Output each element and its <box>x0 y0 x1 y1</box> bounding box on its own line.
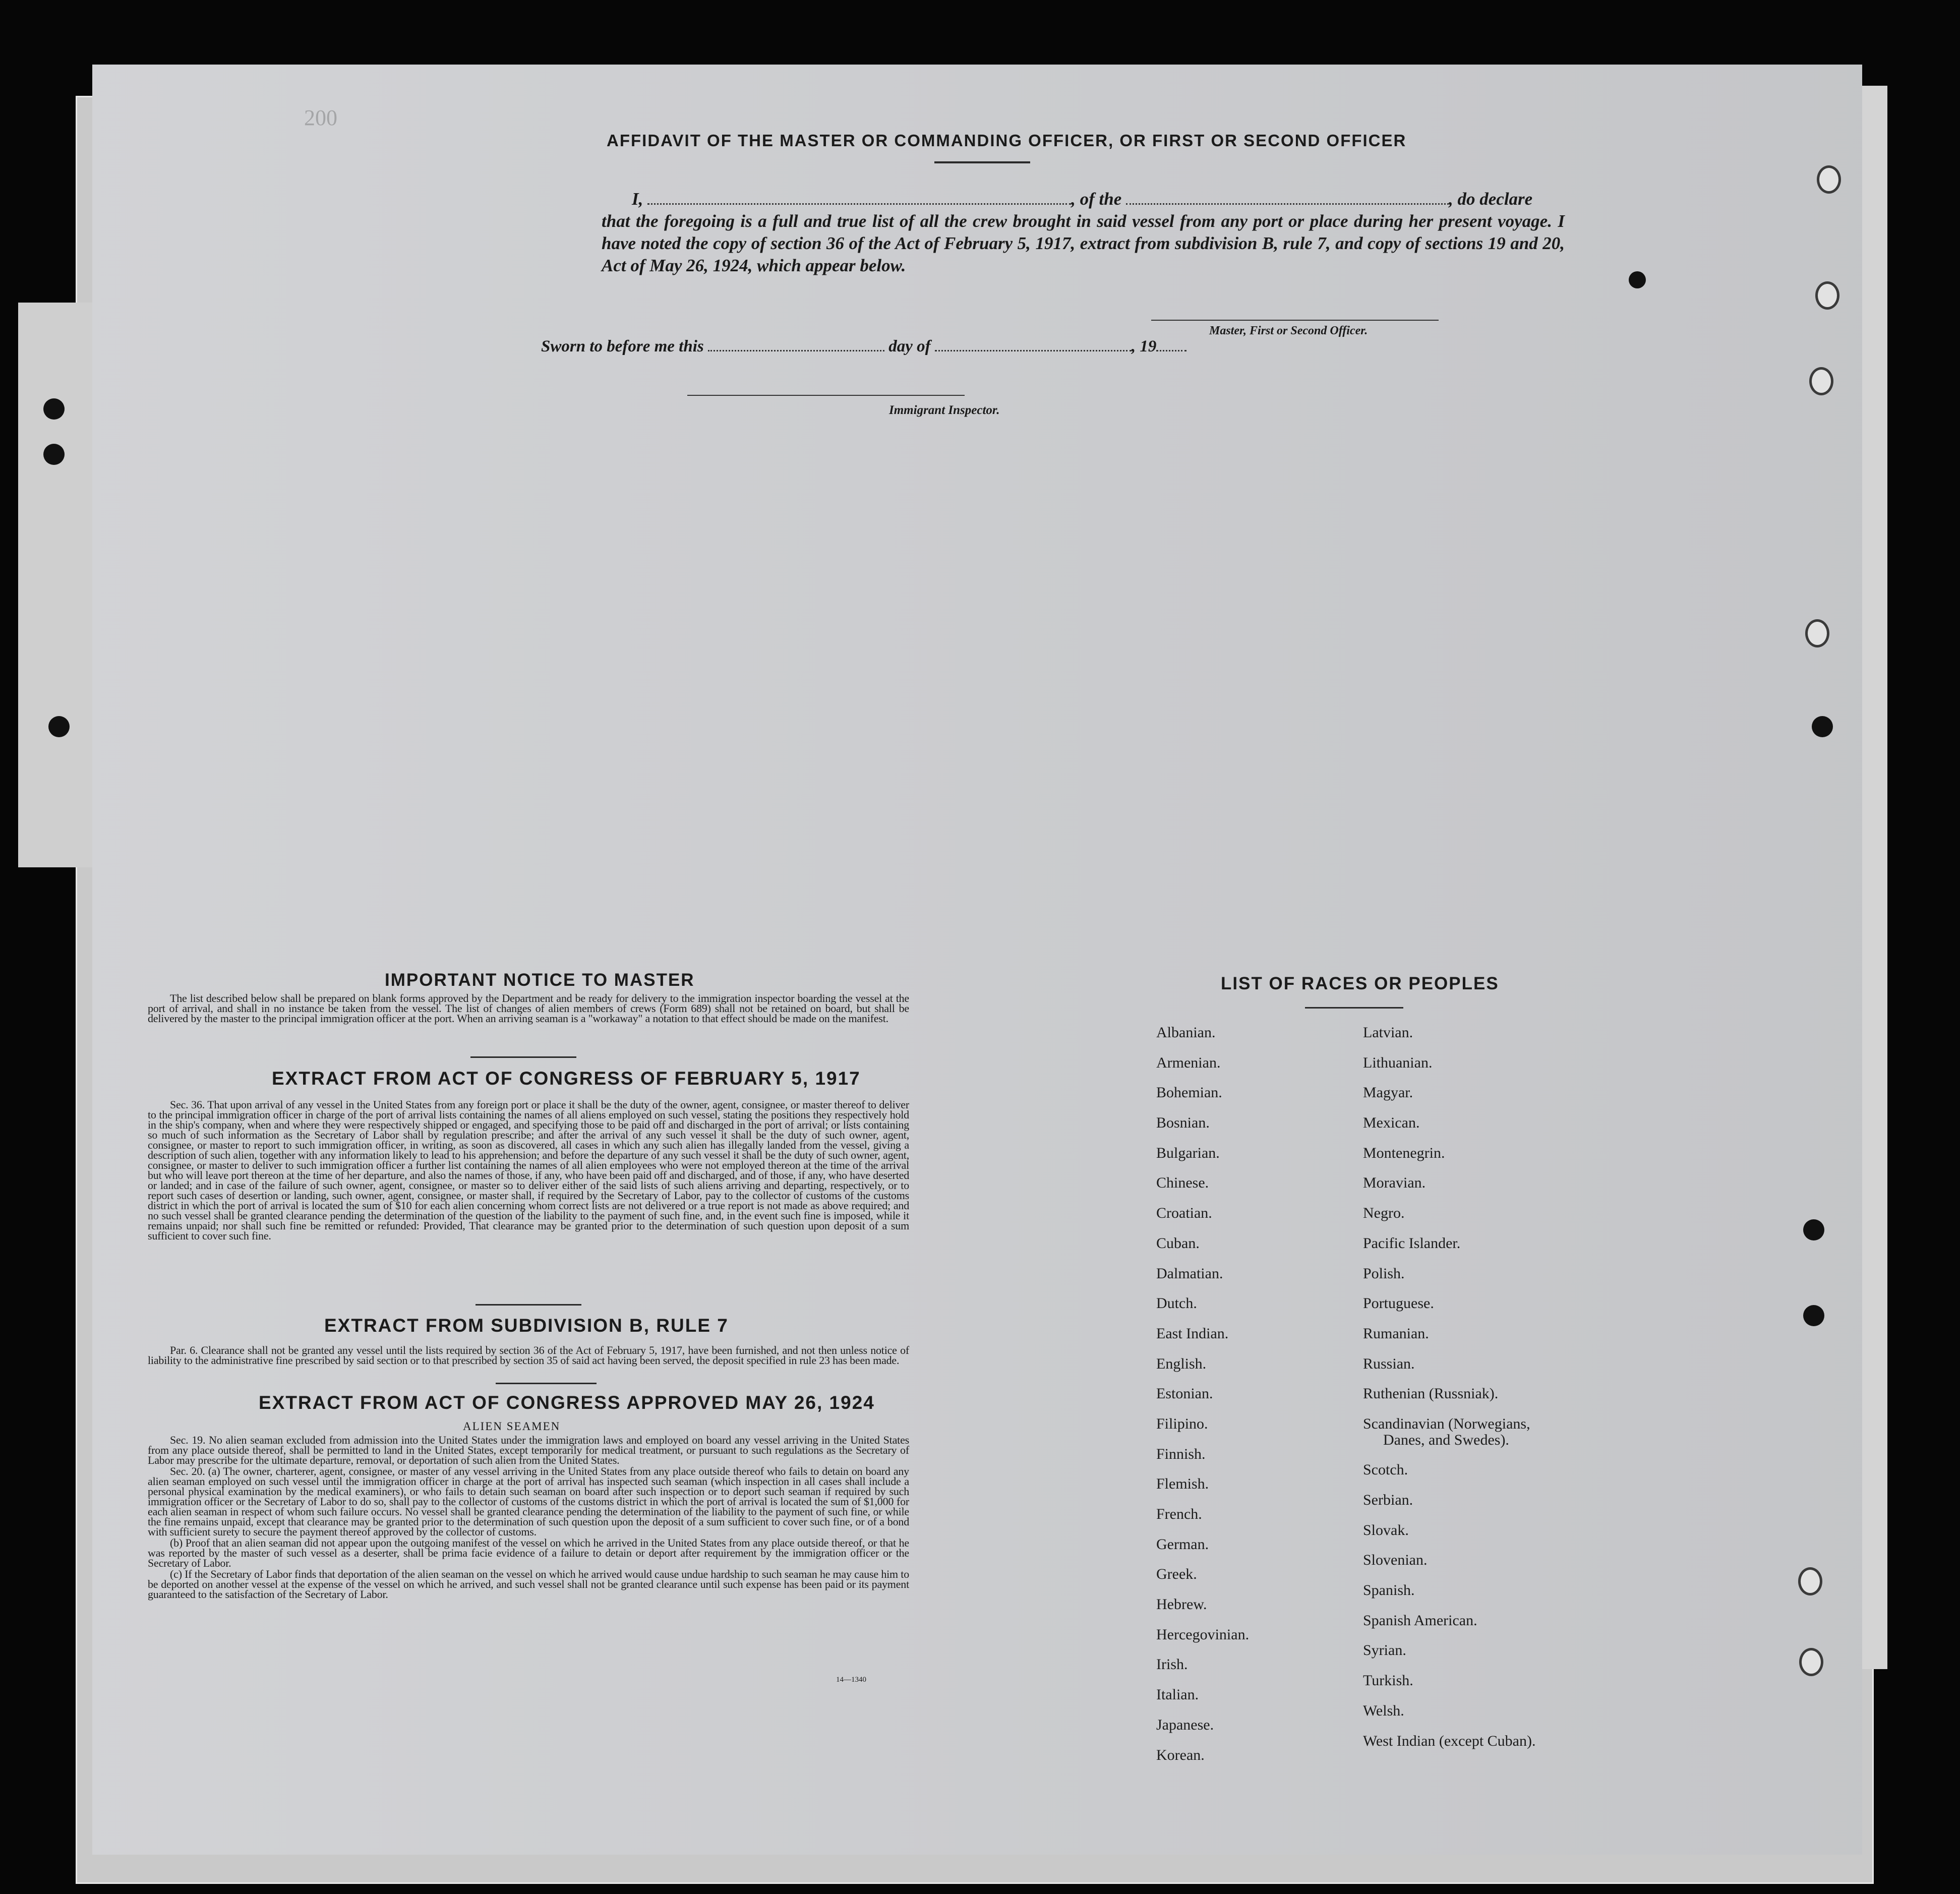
section-divider <box>476 1304 581 1306</box>
binding-hole-icon <box>48 716 70 737</box>
extract-1924-title: EXTRACT FROM ACT OF CONGRESS APPROVED MAY 26, 1924 <box>259 1392 875 1413</box>
race-item: Syrian. <box>1363 1642 1406 1659</box>
race-item: Russian. <box>1363 1355 1415 1372</box>
notice-text <box>148 993 909 1025</box>
extract-rule7-paragraph: Par. 6. Clearance shall not be granted any vessel until the lists required by section 36 of the Act of February 5, 1917, have been furnished, and not then unless notice of liability to the administrative fine prescribed by said section or to that prescribed by section 35 of said act having been served, the deposit specified in rule 23 has been made. <box>148 1344 909 1367</box>
sworn-year-blank[interactable] <box>1156 335 1186 351</box>
affidavit-of-label: , of the <box>1071 189 1122 209</box>
race-item: Croatian. <box>1156 1205 1212 1222</box>
extract-1917-text <box>148 1100 909 1242</box>
sworn-day-label: day of <box>888 337 931 356</box>
race-item: Negro. <box>1363 1205 1405 1222</box>
race-item: Bohemian. <box>1156 1084 1222 1101</box>
race-item: Dutch. <box>1156 1295 1197 1312</box>
race-item: Danes, and Swedes). <box>1383 1431 1509 1448</box>
extract-1917-title: EXTRACT FROM ACT OF CONGRESS OF FEBRUARY 5, 1917 <box>272 1068 861 1089</box>
race-item: Finnish. <box>1156 1445 1206 1462</box>
section-20b-paragraph: (b) Proof that an alien seaman did not appear upon the outgoing manifest of the vessel on which he arrived in the United States from any place outside thereof, or that he was reported by the master of such vessel as a deserter, shall be prima facie evidence of a failure to detain or deport after requirement by the immigration officer or the Secretary of Labor. <box>148 1536 909 1569</box>
race-item: Scandinavian (Norwegians, <box>1363 1415 1530 1432</box>
races-title: LIST OF RACES OR PEOPLES <box>1221 974 1499 993</box>
section-19-paragraph: Sec. 19. No alien seaman excluded from admission into the United States under the immigration laws and employed on board any vessel arriving in the United States from any place outside thereof, shall be permitted to land in the United States, except temporarily for medical treatment, or pursuant to such regulations as the Secretary of Labor may prescribe for the ultimate departure, removal, or deportation of such alien from the United States. <box>148 1434 909 1466</box>
races-left-column <box>1156 1018 1249 1770</box>
race-item: Chinese. <box>1156 1174 1209 1192</box>
signature-label: Master, First or Second Officer. <box>1209 324 1368 337</box>
race-item: Latvian. <box>1363 1024 1413 1041</box>
race-item: Spanish. <box>1363 1582 1415 1599</box>
sworn-statement <box>541 335 1186 356</box>
punch-hole-icon <box>1812 716 1833 737</box>
extract-1924-text <box>148 1435 909 1601</box>
notice-title: IMPORTANT NOTICE TO MASTER <box>385 970 695 990</box>
section-20a-paragraph: Sec. 20. (a) The owner, charterer, agent, consignee, or master of any vessel arriving in the United States from any place outside thereof who fails to detain on board any alien seaman employed on such vessel until the immigration officer in charge at the port of arrival has inspected such seaman (which inspection in all cases shall include a personal physical examination by the medical examiners), or who fails to detain such seaman on board after such inspection or to deport such seaman if required by such immigration officer or the Secretary of Labor to do so, shall pay to the collector of customs of the customs district in which the port of arrival is located the sum of $1,000 for each alien seaman in respect of whom such failure occurs. No vessel shall be granted clearance pending the determination of the liability to the payment of such fine, or while the fine remains unpaid, except that clearance may be granted prior to the determination of such question upon the deposit of a sum sufficient to cover such fine, or of a bond with sufficient surety to secure the payment thereof approved by the collector of customs. <box>148 1465 909 1538</box>
races-title-rule <box>1305 1007 1403 1009</box>
section-divider <box>470 1056 576 1058</box>
punch-hole-ring-icon <box>1805 619 1829 647</box>
race-item: Cuban. <box>1156 1234 1200 1252</box>
race-item: Korean. <box>1156 1746 1205 1763</box>
binding-hole-icon <box>43 398 65 420</box>
race-item: Japanese. <box>1156 1716 1214 1733</box>
form-number: 14—1340 <box>836 1676 866 1684</box>
race-item: Greek. <box>1156 1566 1197 1583</box>
punch-hole-ring-icon <box>1817 165 1841 194</box>
race-item: Serbian. <box>1363 1492 1413 1508</box>
race-item: Armenian. <box>1156 1054 1221 1071</box>
race-item: Hercegovinian. <box>1156 1626 1250 1643</box>
race-item: Welsh. <box>1363 1702 1404 1719</box>
race-item: Mexican. <box>1363 1114 1420 1132</box>
affidavit-statement <box>602 188 1565 277</box>
race-item: Montenegrin. <box>1363 1144 1445 1161</box>
sworn-date-blank[interactable] <box>708 335 884 351</box>
race-item: Rumanian. <box>1363 1325 1429 1342</box>
vessel-blank[interactable] <box>1126 188 1449 205</box>
race-item: Spanish American. <box>1363 1612 1477 1629</box>
punch-hole-ring-icon <box>1815 281 1839 310</box>
race-item: Moravian. <box>1363 1174 1426 1192</box>
punch-hole-ring-icon <box>1798 1567 1822 1595</box>
race-item: Filipino. <box>1156 1415 1208 1432</box>
sworn-year-label: , 19 <box>1131 337 1157 356</box>
sworn-prefix: Sworn to before me this <box>541 337 704 356</box>
extract-rule7-title: EXTRACT FROM SUBDIVISION B, RULE 7 <box>324 1315 729 1336</box>
binding-tab-strip <box>18 303 99 867</box>
name-blank[interactable] <box>647 188 1071 205</box>
race-item: West Indian (except Cuban). <box>1363 1732 1536 1749</box>
notice-paragraph: The list described below shall be prepared on blank forms approved by the Department and be ready for delivery to the immigration inspector boarding the vessel at the port of arrival, and shall in no instance be taken from the vessel. The list of changes of alien members of crews (Form 689) shall not be retained on board, but shall be delivered by the master to the principal immigration officer at the port. When an arriving seaman is a "workaway" a notation to that effect should be made on the manifest. <box>148 992 909 1025</box>
race-item: Ruthenian (Russniak). <box>1363 1385 1499 1402</box>
sworn-month-blank[interactable] <box>935 335 1132 351</box>
race-item: Bosnian. <box>1156 1114 1210 1132</box>
race-item: English. <box>1156 1355 1207 1372</box>
race-item: Italian. <box>1156 1686 1199 1703</box>
affidavit-body: that the foregoing is a full and true list of all the crew brought in said vessel from any port or place during her present voyage. I have noted the copy of section 36 of the Act of February 5, 1917, extract from subdivision B, rule 7, and copy of sections 19 and 20, Act of May 26, 1924, which appear below. <box>602 211 1565 275</box>
race-item: Scotch. <box>1363 1461 1408 1478</box>
affidavit-i-label: I, <box>632 189 643 209</box>
race-item: French. <box>1156 1506 1202 1522</box>
race-item: East Indian. <box>1156 1325 1229 1342</box>
punch-hole-ring-icon <box>1799 1648 1823 1676</box>
signature-line[interactable] <box>1151 320 1439 321</box>
extract-rule7-text <box>148 1345 909 1367</box>
race-item: Flemish. <box>1156 1475 1209 1493</box>
race-item: Lithuanian. <box>1363 1054 1433 1071</box>
punch-hole-icon <box>1629 271 1646 288</box>
race-item: Portuguese. <box>1363 1295 1434 1312</box>
race-item: German. <box>1156 1535 1209 1553</box>
extract-1917-paragraph: Sec. 36. That upon arrival of any vessel in the United States from any foreign port or place it shall be the duty of the owner, agent, consignee, or master thereof to deliver to the principal immigration officer in charge of the port of arrival lists containing the names of all aliens employed on such vessel, stating the positions they respectively hold in the ship's company, when and where they were respectively shipped or engaged, and specifying those to be paid off and discharged in the port of arrival; or lists containing so much of such information as the Secretary of Labor shall by regulation prescribe; and after the arrival of any such vessel it shall be the duty of such owner, agent, consignee, or master to report to such immigration officer, in writing, as soon as discovered, all cases in which any such alien has illegally landed from the vessel, giving a description of such alien, together with any information likely to lead to his apprehension; and before the departure of any such vessel it shall be the duty of such owner, agent, consignee, or master to deliver to such immigration officer a further list containing the names of all alien employees who were not employed thereon at the time of the arrival but who will leave port thereon at the time of her departure, and also the names of those, if any, who have been paid off and discharged, and of those, if any, who have deserted or landed; and in case of the failure of such owner, agent, consignee, or master so to deliver either of the said lists of such aliens arriving and departing, respectively, or to report such cases of desertion or landing, such owner, agent, consignee, or master shall, if required by the Secretary of Labor, pay to the collector of customs of the customs district in which the port of arrival is located the sum of $10 for each alien concerning whom correct lists are not delivered or a true report is not made as above required; and no such vessel shall be granted clearance pending the determination of the question of the liability to the payment of such fine, and, in the event such fine is imposed, while it remains unpaid; nor shall such fine be remitted or refunded: Provided, That clearance may be granted prior to the determination of such question upon deposit of a sum sufficient to cover such fine. <box>148 1098 909 1242</box>
binding-hole-icon <box>43 444 65 465</box>
race-item: Irish. <box>1156 1656 1188 1673</box>
race-item: Turkish. <box>1363 1672 1413 1689</box>
alien-seamen-subtitle: ALIEN SEAMEN <box>463 1420 561 1433</box>
punch-hole-icon <box>1803 1219 1824 1240</box>
document-page <box>92 65 1862 1855</box>
race-item: Slovenian. <box>1363 1552 1428 1569</box>
race-item: Dalmatian. <box>1156 1265 1223 1282</box>
race-item: Pacific Islander. <box>1363 1234 1461 1252</box>
race-item: Estonian. <box>1156 1385 1213 1402</box>
affidavit-title-rule <box>934 161 1030 163</box>
page-number-stamp: 200 <box>304 105 337 130</box>
affidavit-title: AFFIDAVIT OF THE MASTER OR COMMANDING OFFICER, OR FIRST OR SECOND OFFICER <box>607 131 1407 150</box>
race-item: Magyar. <box>1363 1084 1413 1101</box>
race-item: Hebrew. <box>1156 1596 1207 1613</box>
punch-hole-ring-icon <box>1809 367 1833 395</box>
race-item: Bulgarian. <box>1156 1144 1220 1161</box>
race-item: Slovak. <box>1363 1521 1409 1538</box>
inspector-label: Immigrant Inspector. <box>889 403 1000 417</box>
races-right-column <box>1363 1018 1535 1756</box>
punch-hole-icon <box>1803 1305 1824 1326</box>
section-divider <box>496 1383 597 1384</box>
race-item: Albanian. <box>1156 1024 1216 1041</box>
inspector-signature-line[interactable] <box>687 395 965 396</box>
race-item: Polish. <box>1363 1265 1405 1282</box>
affidavit-declare-label: , do declare <box>1449 189 1533 209</box>
section-20c-paragraph: (c) If the Secretary of Labor finds that deportation of the alien seaman on the vessel on which he arrived would cause undue hardship to such seaman he may cause him to be deported on another vessel at the expense of the vessel on which he arrived, and such vessel shall not be granted clearance until such expense has been paid or its payment guaranteed to the satisfaction of the Secretary of Labor. <box>148 1568 909 1601</box>
